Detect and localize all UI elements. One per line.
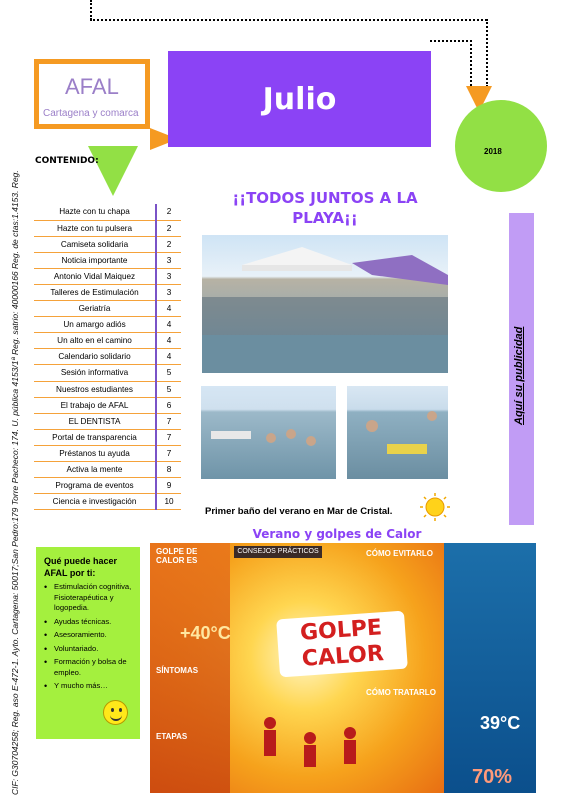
toc-entry-page: 4: [156, 333, 181, 349]
green-triangle-icon: [88, 146, 138, 196]
toc-row: [34, 445, 181, 461]
swimming-photo-right: [347, 386, 448, 479]
toc-entry-page: 5: [156, 381, 181, 397]
toc-entry-page: 6: [156, 397, 181, 413]
toc-row: [34, 429, 181, 445]
infographic-temp: +40°C: [180, 623, 231, 643]
table-of-contents: [34, 204, 181, 510]
toc-entry-page: 3: [156, 252, 181, 268]
dotted-connector-mid-h: [430, 40, 472, 42]
toc-entry-label: Antonio Vidal Maiquez: [34, 268, 156, 284]
toc-entry-label: Camiseta solidaria: [34, 236, 156, 252]
toc-entry-label: Nuestros estudiantes: [34, 381, 156, 397]
toc-entry-label: Préstanos tu ayuda: [34, 445, 156, 461]
infographic-tab: CONSEJOS PRÁCTICOS: [234, 546, 322, 558]
toc-entry-label: Hazte con tu chapa: [34, 204, 156, 220]
dotted-connector-top: [90, 0, 92, 20]
sun-icon: [418, 493, 452, 521]
contents-label: CONTENIDO:: [35, 156, 99, 166]
toc-row: [34, 236, 181, 252]
infographic-golpe-heading: GOLPE DE CALOR ES: [156, 547, 198, 565]
service-item: • Estimulación cognitiva, Fisioterapéutica y logopedia.: [44, 582, 134, 614]
registration-text: CIF: G30704258; Reg. aso E-472-1. Ayto. Cartagena: 50017;San Pedro:179 Torre Pacheco: 174. U. pública 4153/1ª Reg. satrio: 40000166 Reg. de ctas:1.4153. Reg.: [10, 170, 20, 795]
toc-entry-page: 7: [156, 429, 181, 445]
toc-entry-page: 2: [156, 220, 181, 236]
toc-entry-label: Sesión informativa: [34, 365, 156, 381]
infographic-evitarlo-heading: CÓMO EVITARLO: [366, 549, 433, 558]
beach-photo-illustration: [202, 235, 448, 373]
toc-entry-label: Un alto en el camino: [34, 333, 156, 349]
swimming-right-illustration: [347, 386, 448, 479]
smiley-icon: [103, 700, 128, 725]
toc-row: [34, 365, 181, 381]
swimming-photo-left: [201, 386, 336, 479]
figures-illustration: [250, 693, 370, 788]
toc-entry-label: Noticia importante: [34, 252, 156, 268]
toc-entry-label: EL DENTISTA: [34, 413, 156, 429]
banner-line1: GOLPE: [299, 615, 383, 646]
month-title: Julio: [168, 51, 431, 147]
service-item: • Formación y bolsa de empleo.: [44, 657, 134, 678]
infographic-golpe-calor-banner: [276, 611, 408, 678]
infographic-sintomas: SÍNTOMAS: [156, 666, 199, 675]
infographic-right-panel: [444, 543, 536, 793]
services-title: Qué puede hacer AFAL por ti:: [44, 556, 118, 578]
toc-row: [34, 413, 181, 429]
advertising-label: Aquí su publicidad: [513, 326, 525, 425]
infographic-etapas: ETAPAS: [156, 732, 188, 741]
toc-entry-label: Ciencia e investigación: [34, 494, 156, 510]
service-item: • Voluntariado.: [44, 644, 134, 655]
toc-entry-label: El trabajo de AFAL: [34, 397, 156, 413]
toc-row: [34, 252, 181, 268]
toc-entry-page: 10: [156, 494, 181, 510]
dotted-connector-mid: [470, 40, 472, 90]
toc-entry-label: Hazte con tu pulsera: [34, 220, 156, 236]
beach-group-photo: [202, 235, 448, 373]
toc-entry-page: 3: [156, 268, 181, 284]
toc-row: [34, 478, 181, 494]
heatstroke-infographic: [150, 543, 536, 793]
logo-mark: AFAL: [65, 74, 119, 99]
toc-entry-label: Calendario solidario: [34, 349, 156, 365]
toc-entry-page: 4: [156, 317, 181, 333]
toc-row: [34, 220, 181, 236]
infographic-temp-low: 39°C: [480, 713, 521, 733]
service-item: • Asesoramiento.: [44, 630, 134, 641]
toc-entry-label: Programa de eventos: [34, 478, 156, 494]
summer-heat-title: Verano y golpes de Calor: [252, 527, 422, 541]
afal-logo: [34, 59, 150, 129]
toc-entry-page: 8: [156, 462, 181, 478]
toc-entry-page: 9: [156, 478, 181, 494]
toc-row: [34, 397, 181, 413]
toc-row: [34, 284, 181, 300]
service-item: • Ayudas técnicas.: [44, 617, 134, 628]
toc-entry-page: 2: [156, 204, 181, 220]
toc-row: [34, 494, 181, 510]
photo-caption: Primer baño del verano en Mar de Cristal.: [205, 506, 393, 517]
toc-entry-page: 4: [156, 301, 181, 317]
services-list: [44, 582, 134, 692]
toc-row: [34, 462, 181, 478]
toc-entry-page: 2: [156, 236, 181, 252]
toc-entry-label: Geriatría: [34, 301, 156, 317]
infographic-percent: 70%: [472, 766, 513, 788]
year-label: 2018: [484, 147, 502, 156]
swimming-left-illustration: [201, 386, 336, 479]
toc-row: [34, 333, 181, 349]
toc-row: [34, 204, 181, 220]
toc-row: [34, 381, 181, 397]
toc-row: [34, 268, 181, 284]
toc-entry-label: Activa la mente: [34, 462, 156, 478]
dotted-connector-right: [486, 19, 488, 87]
toc-entry-label: Portal de transparencia: [34, 429, 156, 445]
banner-line2: CALOR: [301, 641, 385, 672]
infographic-tratarlo: CÓMO TRATARLO: [366, 688, 436, 697]
logo-subtitle: Cartagena y comarca: [43, 108, 139, 119]
toc-row: [34, 301, 181, 317]
service-item: • Y mucho más…: [44, 681, 134, 692]
year-circle: [455, 100, 547, 192]
toc-entry-label: Un amargo adiós: [34, 317, 156, 333]
toc-entry-page: 3: [156, 284, 181, 300]
toc-entry-page: 7: [156, 413, 181, 429]
toc-row: [34, 317, 181, 333]
dotted-connector-top-horizontal: [90, 19, 487, 21]
toc-entry-page: 5: [156, 365, 181, 381]
headline: ¡¡TODOS JUNTOS A LA PLAYA¡¡: [232, 189, 418, 227]
toc-entry-label: Talleres de Estimulación: [34, 284, 156, 300]
toc-entry-page: 7: [156, 445, 181, 461]
toc-entry-page: 4: [156, 349, 181, 365]
toc-row: [34, 349, 181, 365]
